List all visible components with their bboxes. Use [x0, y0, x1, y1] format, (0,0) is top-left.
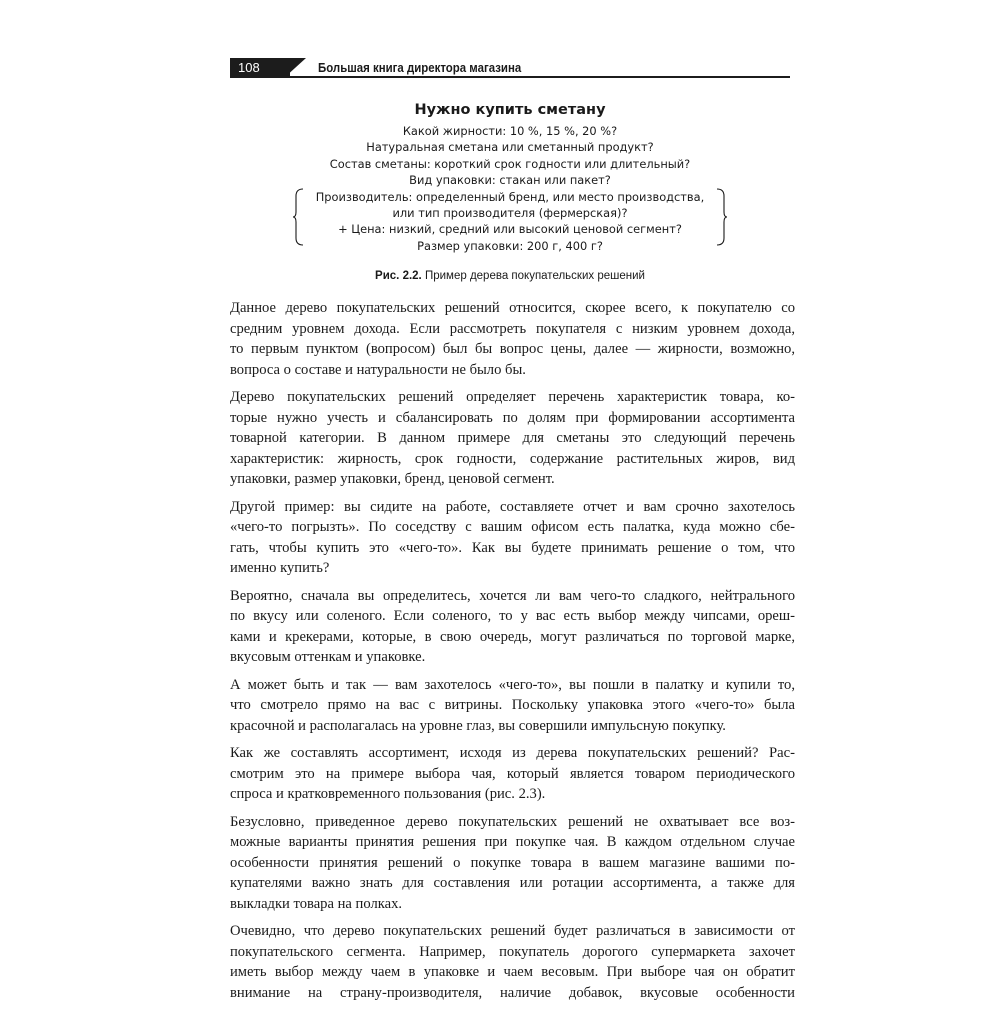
figure-line: или тип производителя (фермерская)? [392, 206, 628, 221]
text-line: вопроса о составе и натуральности не было бы. [230, 361, 526, 378]
text-line: средним уровнем дохода. Если рассмотреть покупателя с низким уровнем дохода, [230, 320, 795, 337]
text-line: торые нужно учесть и сбалансировать по долям при формировании ассортимента [230, 409, 795, 426]
paragraph [230, 497, 795, 579]
text-line: Дерево покупательских решений определяет перечень характеристик товара, ко- [230, 389, 795, 405]
figure-line: Вид упаковки: стакан или пакет? [409, 173, 611, 188]
text-line: именно купить? [230, 560, 330, 576]
text-line: красочной и располагалась на уровне глаз, вы совершили импульсную покупку. [230, 717, 726, 734]
paragraph [230, 812, 795, 915]
text-line: характеристик: жирность, срок годности, содержание растительных жиров, вид [230, 450, 795, 467]
body-text [230, 298, 795, 1010]
text-line: покупательского сегмента. Например, покупатель дорогого супермаркета захочет [230, 943, 795, 960]
text-line: «чего-то погрызть». По соседству с вашим офисом есть палатка, куда можно сбе- [230, 519, 795, 535]
text-line: смотрим это на примере выбора чая, который является товаром периодического [230, 765, 795, 782]
caption-label: Рис. 2.2. [375, 270, 422, 282]
text-line: то первым пунктом (вопросом) был бы вопрос цены, далее — жирности, возможно, [230, 341, 795, 357]
paragraph [230, 298, 795, 380]
text-line: Как же составлять ассортимент, исходя из дерева покупательских решений? Рас- [230, 745, 795, 761]
running-header [230, 58, 790, 80]
paragraph [230, 675, 795, 737]
text-line: товарной категории. В данном примере для сметаны это следующий перечень [230, 430, 795, 446]
page-number: 108 [230, 58, 290, 78]
text-line: Очевидно, что дерево покупательских решений будет различаться в зависимости от [230, 923, 795, 939]
figure-line: Состав сметаны: короткий срок годности или длительный? [329, 156, 691, 171]
book-title: Большая книга директора магазина [318, 60, 522, 75]
paragraph [230, 743, 795, 805]
left-brace-icon [292, 188, 304, 246]
figure-line: Какой жирности: 10 %, 15 %, 20 %? [402, 124, 618, 138]
text-line: А может быть и так — вам захотелось «чего-то», вы пошли в палатку и купили то, [230, 676, 795, 693]
figure-line: Производитель: определенный бренд, или место производства, [315, 189, 705, 204]
text-line: гать, чтобы купить это «чего-то». Как вы будете принимать решение о том, что [230, 539, 795, 556]
text-line: иметь выбор между чаем в упаковке и чаем весовым. При выборе чая он обратит [230, 964, 795, 980]
figure-decision-tree [290, 100, 730, 254]
figure-line: + Цена: низкий, средний или высокий ценовой сегмент? [338, 222, 682, 237]
text-line: спроса и кратковременного пользования (рис. 2.3). [230, 786, 546, 802]
right-brace-icon [716, 188, 728, 246]
paragraph [230, 921, 795, 1003]
text-line: выкладки товара на полках. [230, 895, 403, 912]
text-line: внимание на страну-производителя, наличие добавок, вкусовые особенности [230, 984, 795, 1001]
text-line: по вкусу или соленого. Если соленого, то у вас есть выбор между чипсами, ореш- [230, 608, 795, 624]
figure-line: Размер упаковки: 200 г, 400 г? [417, 238, 603, 253]
text-line: Данное дерево покупательских решений относится, скорее всего, к покупателю со [230, 300, 795, 316]
text-line: вкусовым оттенкам и упаковке. [230, 649, 426, 665]
paragraph [230, 387, 795, 490]
text-line: Другой пример: вы сидите на работе, составляете отчет и вам срочно захотелось [230, 498, 795, 515]
text-line: упаковки, размер упаковки, бренд, ценовой сегмент. [230, 471, 555, 487]
paragraph [230, 586, 795, 668]
caption-text: Пример дерева покупательских решений [421, 270, 645, 282]
figure-caption [230, 268, 790, 284]
text-line: ками и крекерами, которые, в свою очередь, могут различаться по торговой марке, [230, 628, 795, 645]
text-line: можные варианты принятия решения при покупке чая. В каждом отдельном случае [230, 834, 795, 850]
text-line: Вероятно, сначала вы определитесь, хочется ли вам чего-то сладкого, нейтрального [230, 587, 795, 604]
figure-title: Нужно купить сметану [414, 102, 606, 118]
text-line: Безусловно, приведенное дерево покупательских решений не охватывает все воз- [230, 813, 795, 830]
text-line: особенности принятия решений о покупке товара в вашем магазине вашими по- [230, 854, 795, 871]
page-number-tab-shape [284, 58, 306, 78]
figure-line: Натуральная сметана или сметанный продукт? [366, 140, 654, 155]
text-line: купателями важно знать для составления или ротации ассортимента, а также для [230, 875, 795, 891]
text-line: что смотрело прямо на вас с витрины. Поскольку упаковка этого «чего-то» была [230, 697, 795, 713]
